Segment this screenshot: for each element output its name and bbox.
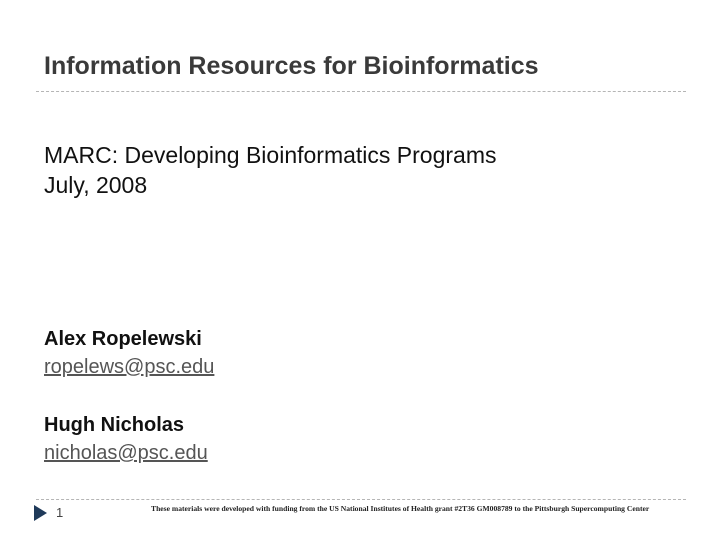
slide-subtitle <box>44 140 497 200</box>
author-name: Hugh Nicholas <box>44 414 185 436</box>
author-email-link[interactable]: nicholas@psc.edu <box>44 442 208 464</box>
subtitle-date: July, 2008 <box>44 172 148 198</box>
triangle-bullet-icon <box>34 505 47 521</box>
subtitle-course: MARC: Developing Bioinformatics Programs <box>44 142 497 168</box>
slide-title: Information Resources for Bioinformatics <box>44 52 539 80</box>
footer-divider <box>36 499 686 500</box>
funding-note: These materials were developed with funding from the US National Institutes of Health grant #2T36 GM008789 to the Pittsburgh Supercomputing Center <box>151 504 650 513</box>
author-name: Alex Ropelewski <box>44 328 202 350</box>
author-email-link[interactable]: ropelews@psc.edu <box>44 356 215 378</box>
author-block-1 <box>44 325 214 381</box>
author-block-2 <box>44 411 208 467</box>
page-number: 1 <box>56 505 64 520</box>
title-divider <box>36 91 686 92</box>
